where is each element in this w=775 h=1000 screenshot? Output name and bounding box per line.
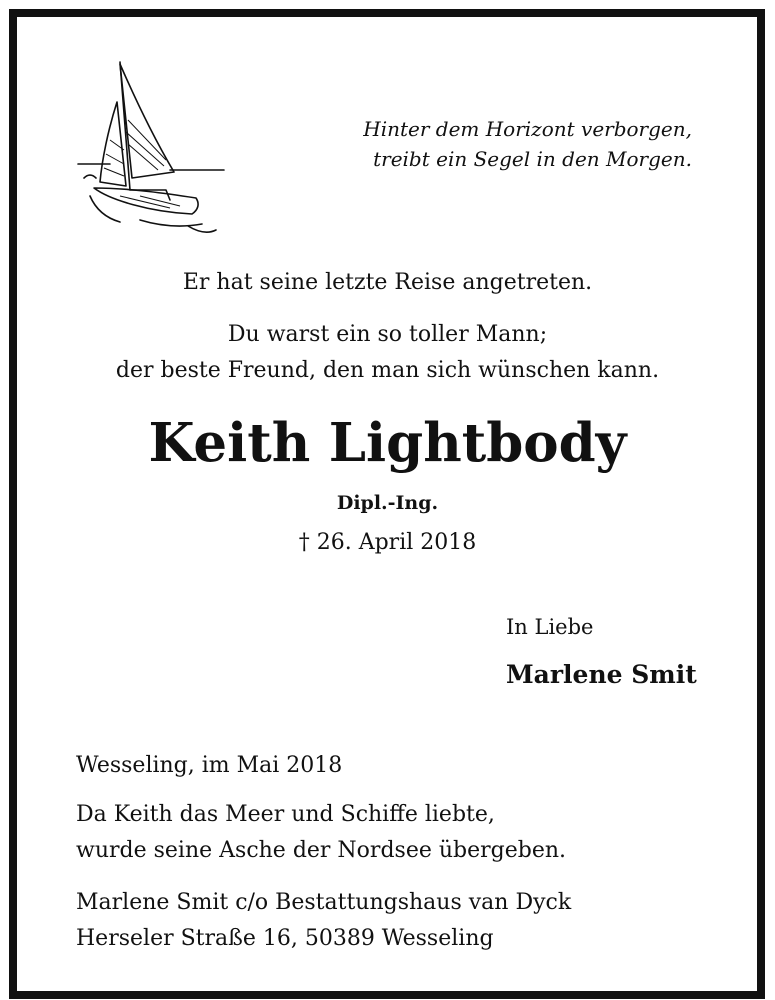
place-date: Wesseling, im Mai 2018	[76, 753, 343, 778]
poem-quote	[330, 114, 692, 174]
intro-line-3: der beste Freund, den man sich wünschen kann.	[115, 358, 660, 383]
deceased-title: Dipl.-Ing.	[336, 492, 439, 514]
signature-greeting: In Liebe	[506, 615, 594, 639]
address-line-2: Herseler Straße 16, 50389 Wesseling	[76, 926, 494, 951]
address-line-1: Marlene Smit c/o Bestattungshaus van Dyck	[76, 890, 572, 915]
deceased-name: Keith Lightbody	[148, 412, 627, 474]
quote-line-2: treibt ein Segel in den Morgen.	[373, 147, 692, 171]
signature-name: Marlene Smit	[506, 660, 697, 689]
note-line-1: Da Keith das Meer und Schiffe liebte,	[76, 802, 495, 827]
note-line-2: wurde seine Asche der Nordsee übergeben.	[76, 838, 567, 863]
sailboat-icon	[70, 50, 230, 240]
intro-line-2: Du warst ein so toller Mann;	[227, 322, 548, 347]
quote-line-1: Hinter dem Horizont verborgen,	[363, 117, 692, 141]
death-date: † 26. April 2018	[298, 530, 477, 555]
intro-line-1: Er hat seine letzte Reise angetreten.	[182, 270, 593, 295]
